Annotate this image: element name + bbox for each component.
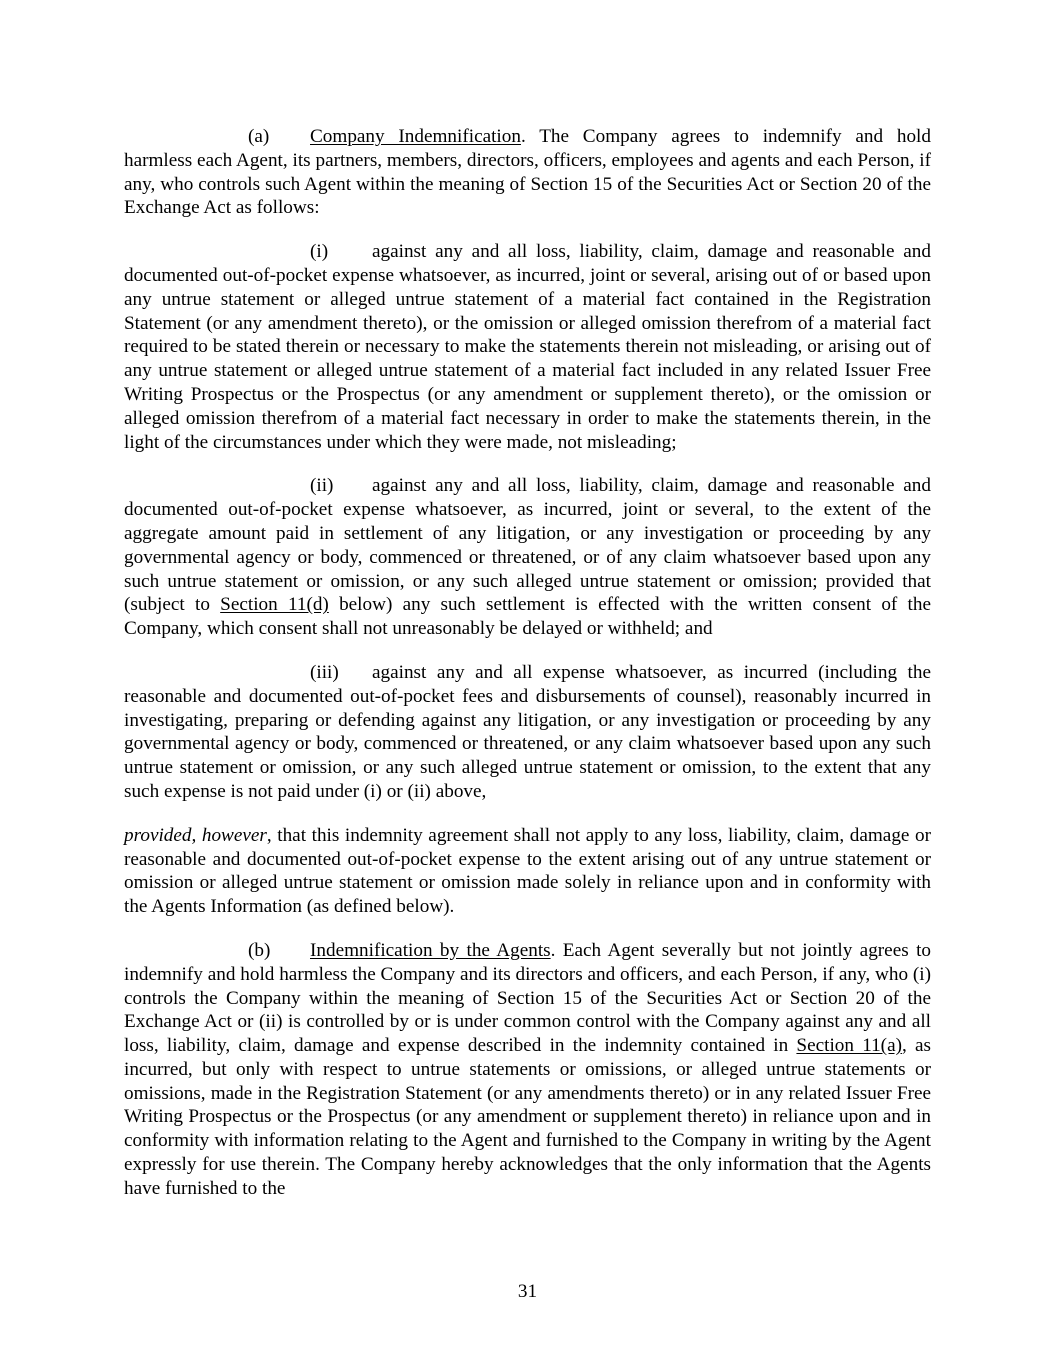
- page-number: 31: [517, 1281, 538, 1302]
- paragraph-a-text: . The Company agrees to indemnify and hold harmless each Agent, its partners, members, directors, officers, employees and agents and each Person, if any, who controls such Agent within the meaning of Section 15 of the Securities Act or Section 20 of the Exchange Act as follows:: [124, 126, 931, 219]
- paragraph-b-label: (b): [248, 939, 271, 961]
- paragraph-a-iii-label: (iii): [310, 661, 339, 683]
- section-11a-reference: Section 11(a): [796, 1035, 902, 1057]
- paragraph-a-label: (a): [248, 126, 270, 147]
- paragraph-a-iii: [124, 661, 931, 804]
- paragraph-a-i-label: (i): [310, 241, 329, 263]
- proviso-paragraph: [124, 824, 931, 919]
- paragraph-a-ii: [124, 474, 931, 641]
- paragraph-a-i: [124, 240, 931, 454]
- paragraph-a-ii-text-before: against any and all loss, liability, claim, damage and reasonable and documented out-of-pocket expense whatsoever, as incurred, joint or several, to the extent of the aggregate amount paid in settlement of any litigation, or any investigation or proceeding by any governmental agency or body, commenced or threatened, or of any claim whatsoever based upon any such untrue statement or omission, or any such alleged untrue statement or omission; provided that (subject to: [124, 475, 931, 616]
- proviso-text: , that this indemnity agreement shall not apply to any loss, liability, claim, damage or reasonable and documented out-of-pocket expense to the extent arising out of any untrue statement or omission or alleged untrue statement or omission made solely in reliance upon and in conformity with the Agents Information (as defined below).: [124, 824, 931, 918]
- paragraph-a: [124, 125, 931, 220]
- paragraph-b: [124, 939, 931, 1201]
- paragraph-a-ii-label: (ii): [310, 475, 334, 497]
- paragraph-a-heading: Company Indemnification: [310, 126, 521, 147]
- paragraph-b-text-after: , as incurred, but only with respect to untrue statements or omissions, or alleged untrue statements or omissions, made in the Registration Statement (or any amendments thereto) or in any related Issuer Free Writing Prospectus or the Prospectus (or any amendment or supplement thereto) in reliance upon and in conformity with information relating to the Agent and furnished to the Company in writing by the Agent expressly for use therein. The Company hereby acknowledges that the only information that the Agents have furnished to the: [124, 1035, 931, 1199]
- paragraph-a-i-text: against any and all loss, liability, claim, damage and reasonable and documented out-of-pocket expense whatsoever, as incurred, joint or several, arising out of or based upon any untrue statement or alleged untrue statement of a material fact contained in the Registration Statement (or any amendment thereto), or the omission or alleged omission therefrom of a material fact required to be stated therein or necessary to make the statements therein not misleading, or arising out of any untrue statement or alleged untrue statement of a material fact included in any related Issuer Free Writing Prospectus or the Prospectus (or any amendment or supplement thereto), or the omission or alleged omission therefrom of a material fact necessary in order to make the statements therein, in the light of the circumstances under which they were made, not misleading;: [124, 241, 931, 453]
- paragraph-b-heading: Indemnification by the Agents: [310, 939, 551, 961]
- paragraph-a-iii-text: against any and all expense whatsoever, as incurred (including the reasonable and documented out-of-pocket fees and disbursements of counsel), reasonably incurred in investigating, preparing or defending against any litigation, or any investigation or proceeding by any governmental agency or body, commenced or threatened, or any claim whatsoever based upon any such untrue statement or omission, or any such alleged untrue statement or omission, to the extent that any such expense is not paid under (i) or (ii) above,: [124, 661, 931, 802]
- section-11d-reference: Section 11(d): [220, 594, 329, 616]
- paragraph-a-ii-text-after: below) any such settlement is effected with the written consent of the Company, which consent shall not unreasonably be delayed or withheld; and: [124, 594, 931, 640]
- document-body: [124, 125, 931, 1221]
- proviso-italic: provided, however: [124, 824, 267, 846]
- paragraph-b-text-before: . Each Agent severally but not jointly agrees to indemnify and hold harmless the Company and its directors and officers, and each Person, if any, who (i) controls the Company within the meaning of Section 15 of the Securities Act or Section 20 of the Exchange Act or (ii) is controlled by or is under common control with the Company against any and all loss, liability, claim, damage and expense described in the indemnity contained in: [124, 939, 931, 1057]
